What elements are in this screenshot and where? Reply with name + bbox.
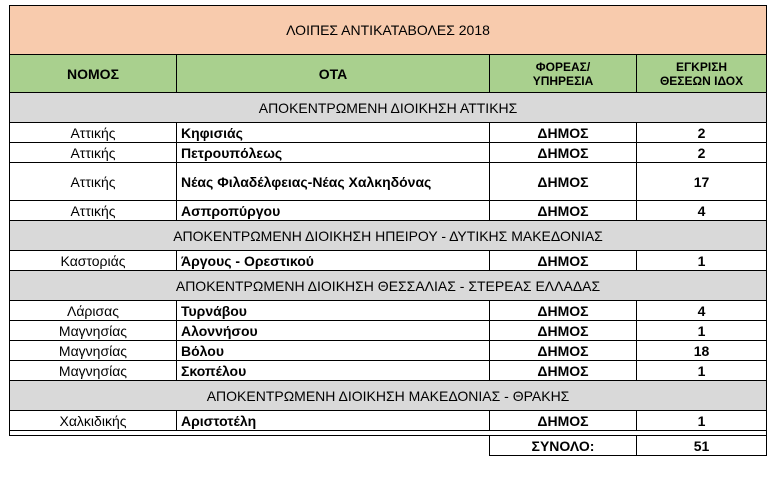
cell-theseis: 1 (637, 361, 767, 381)
cell-nomos: Αττικής (10, 201, 177, 221)
region-row (10, 221, 767, 251)
cell-nomos: Μαγνησίας (10, 341, 177, 361)
cell-theseis: 18 (637, 341, 767, 361)
table-row (10, 163, 767, 201)
table-row (10, 341, 767, 361)
cell-ota: Βόλου (177, 341, 490, 361)
cell-ota: Αλοννήσου (177, 321, 490, 341)
header-egkrisi-line1: ΕΓΚΡΙΣΗ (675, 59, 728, 74)
header-egkrisi-line2: ΘΕΣΕΩΝ ΙΔΟΧ (659, 73, 744, 88)
region-row (10, 271, 767, 301)
region-title: ΑΠΟΚΕΝΤΡΩΜΕΝΗ ΔΙΟΙΚΗΣΗ ΑΤΤΙΚΗΣ (10, 93, 767, 123)
cell-theseis: 1 (637, 321, 767, 341)
cell-foreas: ΔΗΜΟΣ (490, 123, 637, 143)
table-row (10, 123, 767, 143)
cell-ota: Ασπροπύργου (177, 201, 490, 221)
table-title: ΛΟΙΠΕΣ ΑΝΤΙΚΑΤΑΒΟΛΕΣ 2018 (10, 6, 767, 55)
cell-theseis: 1 (637, 411, 767, 431)
cell-nomos: Αττικής (10, 143, 177, 163)
table-row (10, 361, 767, 381)
total-blank (10, 436, 490, 456)
total-label: ΣΥΝΟΛΟ: (490, 436, 637, 456)
cell-ota: Κηφισιάς (177, 123, 490, 143)
cell-theseis: 4 (637, 301, 767, 321)
region-title: ΑΠΟΚΕΝΤΡΩΜΕΝΗ ΔΙΟΙΚΗΣΗ ΜΑΚΕΔΟΝΙΑΣ - ΘΡΑΚΗΣ (10, 381, 767, 411)
cell-foreas: ΔΗΜΟΣ (490, 163, 637, 201)
region-row (10, 381, 767, 411)
cell-ota: Πετρουπόλεως (177, 143, 490, 163)
cell-foreas: ΔΗΜΟΣ (490, 321, 637, 341)
cell-nomos: Αττικής (10, 163, 177, 201)
cell-ota: Νέας Φιλαδέλφειας-Νέας Χαλκηδόνας (177, 163, 490, 201)
cell-foreas: ΔΗΜΟΣ (490, 251, 637, 271)
total-row (10, 436, 767, 456)
allocation-table (9, 5, 767, 456)
cell-nomos: Αττικής (10, 123, 177, 143)
cell-foreas: ΔΗΜΟΣ (490, 201, 637, 221)
cell-ota: Αριστοτέλη (177, 411, 490, 431)
header-foreas-line1: ΦΟΡΕΑΣ/ (535, 59, 591, 74)
cell-theseis: 17 (637, 163, 767, 201)
cell-foreas: ΔΗΜΟΣ (490, 361, 637, 381)
cell-foreas: ΔΗΜΟΣ (490, 301, 637, 321)
region-row (10, 93, 767, 123)
table-row (10, 301, 767, 321)
header-foreas (490, 55, 637, 93)
table-row (10, 251, 767, 271)
cell-ota: Σκοπέλου (177, 361, 490, 381)
table-row (10, 143, 767, 163)
cell-nomos: Λάρισας (10, 301, 177, 321)
cell-foreas: ΔΗΜΟΣ (490, 143, 637, 163)
header-row (10, 55, 767, 93)
cell-theseis: 2 (637, 143, 767, 163)
cell-nomos: Χαλκιδικής (10, 411, 177, 431)
header-nomos: ΝΟΜΟΣ (10, 55, 177, 93)
title-row (10, 6, 767, 55)
header-egkrisi (637, 55, 767, 93)
cell-foreas: ΔΗΜΟΣ (490, 411, 637, 431)
cell-foreas: ΔΗΜΟΣ (490, 341, 637, 361)
cell-theseis: 1 (637, 251, 767, 271)
cell-nomos: Μαγνησίας (10, 361, 177, 381)
cell-ota: Άργους - Ορεστικού (177, 251, 490, 271)
table-row (10, 201, 767, 221)
cell-theseis: 2 (637, 123, 767, 143)
cell-theseis: 4 (637, 201, 767, 221)
header-foreas-line2: ΥΠΗΡΕΣΙΑ (532, 73, 594, 88)
region-title: ΑΠΟΚΕΝΤΡΩΜΕΝΗ ΔΙΟΙΚΗΣΗ ΗΠΕΙΡΟΥ - ΔΥΤΙΚΗΣ ΜΑΚΕΔΟΝΙΑΣ (10, 221, 767, 251)
cell-ota: Τυρνάβου (177, 301, 490, 321)
cell-nomos: Μαγνησίας (10, 321, 177, 341)
table-body (10, 6, 767, 456)
table-row (10, 411, 767, 431)
region-title: ΑΠΟΚΕΝΤΡΩΜΕΝΗ ΔΙΟΙΚΗΣΗ ΘΕΣΣΑΛΙΑΣ - ΣΤΕΡΕΑΣ ΕΛΛΑΔΑΣ (10, 271, 767, 301)
table-row (10, 321, 767, 341)
header-ota: ΟΤΑ (177, 55, 490, 93)
total-value: 51 (637, 436, 767, 456)
cell-nomos: Καστοριάς (10, 251, 177, 271)
